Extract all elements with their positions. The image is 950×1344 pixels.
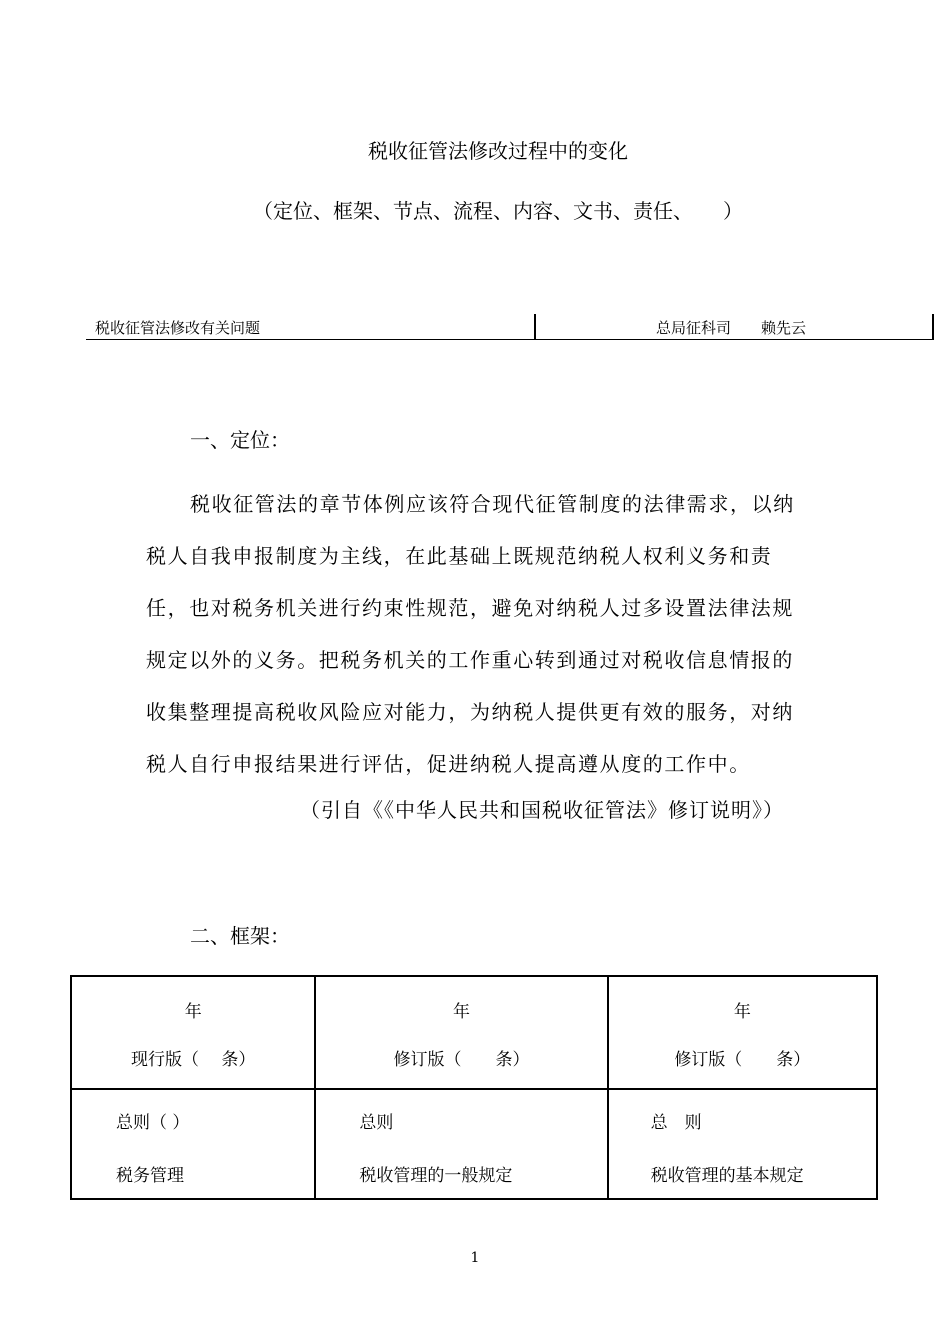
table-item: 税务管理 — [116, 1166, 184, 1186]
table-header-cell — [608, 976, 877, 1089]
page-number: 1 — [470, 1250, 480, 1266]
header-rule — [86, 339, 934, 340]
table-header-row — [71, 976, 877, 1089]
section-heading-positioning: 一、定位： — [190, 428, 290, 452]
header-right-text: 总局征科司 赖先云 — [656, 319, 807, 337]
document-subtitle: （定位、框架、节点、流程、内容、文书、责任、 ） — [253, 199, 743, 223]
year-label: 年 — [733, 1002, 751, 1022]
version-label: 修订版（ 条） — [393, 1050, 530, 1070]
header-divider-middle — [534, 314, 536, 340]
table-header-cell — [71, 976, 315, 1089]
table-cell — [71, 1089, 315, 1199]
header-left-text: 税收征管法修改有关问题 — [95, 319, 261, 337]
document-title: 税收征管法修改过程中的变化 — [368, 139, 628, 163]
table-row — [71, 1089, 877, 1199]
version-label: 修订版（ 条） — [674, 1050, 811, 1070]
table-header-cell — [315, 976, 607, 1089]
citation: （引自《《中华人民共和国税收征管法》修订说明》） — [300, 798, 784, 822]
header-divider-right — [932, 314, 934, 340]
framework-table — [70, 975, 878, 1200]
section-paragraph-positioning: 税收征管法的章节体例应该符合现代征管制度的法律需求，以纳税人自我申报制度为主线，在此基础上既规范纳税人权利义务和责任，也对税务机关进行约束性规范，避免对纳税人过多设置法律法规规定以外的义务。把税务机关的工作重心转到通过对税收信息情报的收集整理提高税收风险应对能力，为纳税人提供更有效的服务，对纳税人自行申报结果进行评估，促进纳税人提高遵从度的工作中。 — [146, 492, 795, 776]
table-item: 税收管理的一般规定 — [359, 1166, 513, 1186]
table-cell — [608, 1089, 877, 1199]
year-label: 年 — [453, 1002, 470, 1022]
year-label: 年 — [184, 1002, 202, 1022]
table-item: 总 则 — [650, 1113, 702, 1133]
table-item: 总则 — [359, 1113, 394, 1133]
table-item: 税收管理的基本规定 — [650, 1166, 804, 1186]
section-heading-framework: 二、框架： — [190, 924, 290, 948]
table-cell — [315, 1089, 607, 1199]
table-item: 总则（ ） — [116, 1113, 190, 1133]
version-label: 现行版（ 条） — [130, 1050, 256, 1070]
